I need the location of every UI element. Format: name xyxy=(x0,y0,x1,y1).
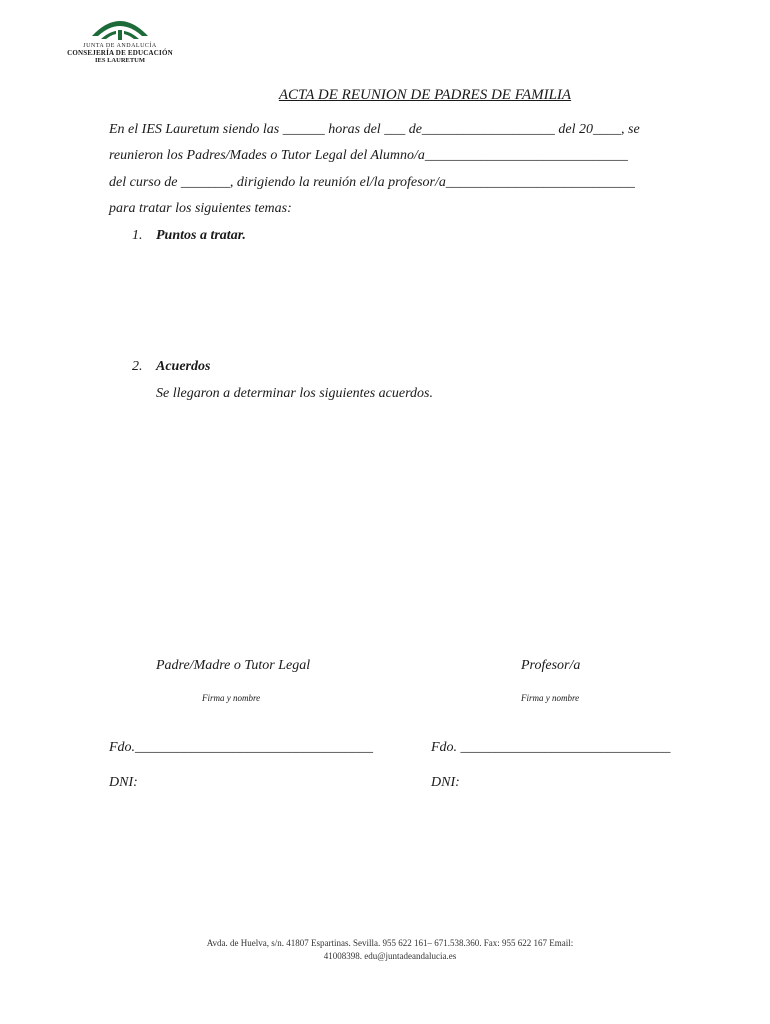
signature-right-fdo: Fdo. ______________________________ xyxy=(431,740,671,755)
signature-left-hint: Firma y nombre xyxy=(202,693,261,703)
footer-line-2: 41008398. edu@juntadeandalucia.es xyxy=(323,951,457,961)
item-1-number: 1. xyxy=(132,228,143,243)
logo-line-3: IES LAURETUM xyxy=(94,57,146,64)
junta-andalucia-emblem-icon xyxy=(88,12,152,42)
logo-line-2: CONSEJERÍA DE EDUCACIÓN xyxy=(67,49,173,57)
intro-line-3: del curso de _______, dirigiendo la reunión el/la profesor/a___________________________ xyxy=(109,175,635,190)
logo-line-1: JUNTA DE ANDALUCÍA xyxy=(83,43,157,49)
signature-right-role: Profesor/a xyxy=(521,658,581,673)
item-2-text: Se llegaron a determinar los siguientes acuerdos. xyxy=(156,386,433,401)
intro-line-4: para tratar los siguientes temas: xyxy=(109,201,292,216)
page-footer xyxy=(150,937,630,963)
signature-right-hint: Firma y nombre xyxy=(521,693,580,703)
signature-right-dni: DNI: xyxy=(431,775,460,790)
signature-left-dni: DNI: xyxy=(109,775,138,790)
header-logo xyxy=(60,12,180,64)
footer-line-1: Avda. de Huelva, s/n. 41807 Espartinas. Sevilla. 955 622 161– 671.538.360. Fax: 955 622 167 Email: xyxy=(206,938,574,948)
intro-line-2: reunieron los Padres/Mades o Tutor Legal del Alumno/a_____________________________ xyxy=(109,148,628,163)
item-2-heading: Acuerdos xyxy=(156,359,211,374)
item-1-heading: Puntos a tratar. xyxy=(156,228,246,243)
intro-line-1: En el IES Lauretum siendo las ______ horas del ___ de___________________ del 20____, se xyxy=(109,122,640,137)
item-2-number: 2. xyxy=(132,359,143,374)
document-title: ACTA DE REUNION DE PADRES DE FAMILIA xyxy=(278,87,572,103)
signature-left-role: Padre/Madre o Tutor Legal xyxy=(156,658,311,673)
signature-left-fdo: Fdo.__________________________________ xyxy=(109,740,374,755)
